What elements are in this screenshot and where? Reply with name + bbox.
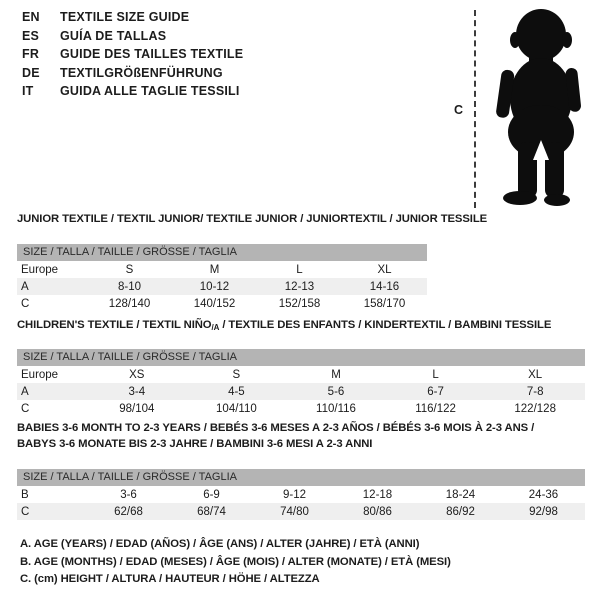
babies-table-block <box>17 469 585 520</box>
legend-line-a: A. AGE (YEARS) / EDAD (AÑOS) / ÂGE (ANS) / ALTER (JAHRE) / ETÀ (ANNI) <box>20 538 420 550</box>
lang-title: GUIDA ALLE TAGLIE TESSILI <box>60 84 240 99</box>
junior-table-block <box>17 244 427 312</box>
cell-value: 158/170 <box>363 297 406 310</box>
cell-value: L <box>432 368 439 381</box>
table-row <box>17 261 427 278</box>
cell-value: S <box>125 263 134 276</box>
cell-value: 14-16 <box>369 280 400 293</box>
table-row <box>17 486 585 503</box>
size-header-bar: SIZE / TALLA / TAILLE / GRÖSSE / TAGLIA <box>17 349 585 366</box>
height-dashed-line <box>474 10 476 208</box>
lang-row-de <box>22 64 243 83</box>
cell-value: 24-36 <box>528 488 559 501</box>
row-label: B <box>21 488 29 501</box>
lang-code: FR <box>22 47 40 62</box>
cell-value: L <box>296 263 303 276</box>
cell-value: 80/86 <box>363 505 392 518</box>
children-section-title <box>17 318 592 336</box>
lang-row-es <box>22 27 243 46</box>
lang-code: ES <box>22 28 40 43</box>
cell-value: 86/92 <box>446 505 475 518</box>
row-label: C <box>21 402 30 415</box>
cell-value: M <box>209 263 220 276</box>
cell-value: 18-24 <box>445 488 476 501</box>
row-label: Europe <box>21 368 59 381</box>
cell-value: 8-10 <box>117 280 142 293</box>
lang-title: TEXTILGRÖßENFÜHRUNG <box>60 65 223 80</box>
cell-value: 122/128 <box>514 402 556 415</box>
cell-value: XL <box>377 263 392 276</box>
table-row <box>17 278 427 295</box>
table-row <box>17 366 585 383</box>
table-row <box>17 503 585 520</box>
table-row <box>17 295 427 312</box>
language-title-list <box>22 8 243 101</box>
row-label: Europe <box>21 263 59 276</box>
lang-title: TEXTILE SIZE GUIDE <box>60 10 190 25</box>
legend-line-b: B. AGE (MONTHS) / EDAD (MESES) / ÂGE (MOIS) / ALTER (MONATE) / ETÀ (MESI) <box>20 555 451 568</box>
legend-line-c: C. (cm) HEIGHT / ALTURA / HAUTEUR / HÖHE / ALTEZZA <box>20 573 320 585</box>
lang-row-en <box>22 8 243 27</box>
cell-value: 92/98 <box>529 505 558 518</box>
height-measure-label: C <box>454 103 464 117</box>
cell-value: 68/74 <box>197 505 226 518</box>
lang-row-fr <box>22 45 243 64</box>
cell-value: 74/80 <box>280 505 309 518</box>
cell-value: 152/158 <box>278 297 321 310</box>
cell-value: XS <box>129 368 145 381</box>
lang-row-it <box>22 82 243 101</box>
size-header-bar: SIZE / TALLA / TAILLE / GRÖSSE / TAGLIA <box>17 469 585 486</box>
cell-value: 5-6 <box>327 385 345 398</box>
children-title-text: CHILDREN'S TEXTILE / TEXTIL NIÑO <box>17 319 212 331</box>
cell-value: 6-7 <box>427 385 444 398</box>
cell-value: 128/140 <box>108 297 151 310</box>
row-label: A <box>21 385 29 398</box>
lang-title: GUÍA DE TALLAS <box>60 28 167 43</box>
babies-size-table <box>17 486 585 520</box>
cell-value: 62/68 <box>114 505 143 518</box>
cell-value: 104/110 <box>216 402 257 415</box>
table-row <box>17 383 585 400</box>
babies-section-title: BABIES 3-6 MONTH TO 2-3 YEARS / BEBÉS 3-6 MESES A 2-3 AÑOS / BÉBÉS 3-6 MOIS À 2-3 ANS / BABYS 3-6 MONATE BIS 2-3 JAHRE / BAMBINI 3-6 MESI A 2-3 ANNI <box>17 422 535 450</box>
cell-value: 3-6 <box>120 488 137 501</box>
lang-title: GUIDE DES TAILLES TEXTILE <box>60 47 244 62</box>
lang-code: EN <box>22 10 40 25</box>
table-row <box>17 400 585 417</box>
junior-size-table <box>17 261 427 312</box>
size-header-bar: SIZE / TALLA / TAILLE / GRÖSSE / TAGLIA <box>17 244 427 261</box>
children-table-block <box>17 349 585 417</box>
cell-value: 10-12 <box>199 280 230 293</box>
lang-code: DE <box>22 65 40 80</box>
cell-value: M <box>331 368 341 381</box>
cell-value: S <box>232 368 241 381</box>
cell-value: 140/152 <box>193 297 236 310</box>
row-label: C <box>21 297 30 310</box>
legend <box>20 538 451 591</box>
cell-value: 110/116 <box>316 402 356 415</box>
row-label: C <box>21 505 30 518</box>
cell-value: 12-18 <box>362 488 393 501</box>
children-title-subscript: /A <box>211 323 220 332</box>
cell-value: 9-12 <box>282 488 307 501</box>
cell-value: 7-8 <box>526 385 544 398</box>
lang-code: IT <box>22 84 34 99</box>
junior-section-title: JUNIOR TEXTILE / TEXTIL JUNIOR/ TEXTILE JUNIOR / JUNIORTEXTIL / JUNIOR TESSILE <box>17 213 488 225</box>
children-title-text: / TEXTILE DES ENFANTS / KINDERTEXTIL / BAMBINI TESSILE <box>219 319 552 331</box>
cell-value: 12-13 <box>284 280 315 293</box>
cell-value: XL <box>528 368 543 381</box>
row-label: A <box>21 280 29 293</box>
cell-value: 4-5 <box>228 385 245 398</box>
cell-value: 98/104 <box>119 402 155 415</box>
cell-value: 6-9 <box>203 488 220 501</box>
cell-value: 116/122 <box>415 402 456 415</box>
cell-value: 3-4 <box>128 385 146 398</box>
toddler-silhouette-icon <box>487 8 593 208</box>
children-size-table <box>17 366 585 417</box>
